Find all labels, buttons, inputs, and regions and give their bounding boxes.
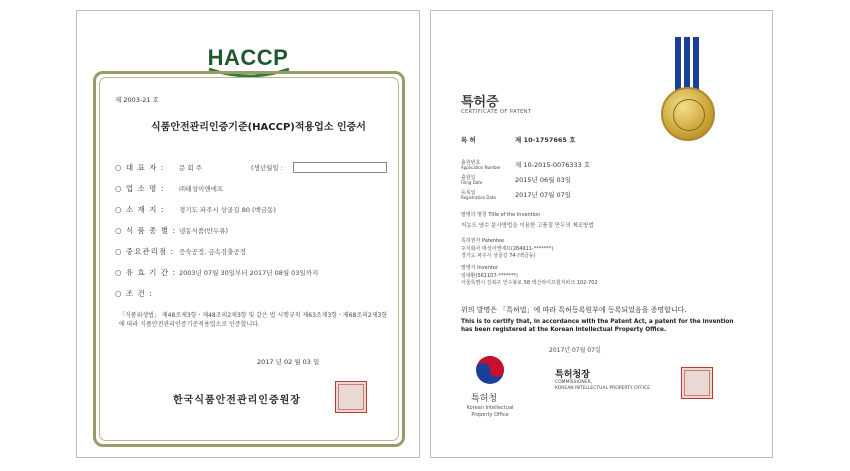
rep-label: ○ 대 표 자 : [115, 163, 165, 172]
office-name-en-2: Property Office [471, 412, 509, 418]
issuer-name: 한국식품안전관리인증원장 [173, 395, 301, 406]
certificate-number: 제 2003-21 호 [115, 96, 159, 104]
invention-title-value: 저농도 염수 분사방법을 이용한 고품질 만두의 제조방법 [461, 223, 594, 229]
patent-title: 특허증 [461, 95, 499, 110]
application-number-value: 제 10-2015-0076333 호 [515, 161, 591, 169]
patent-number: 제 10-1757665 호 [515, 136, 576, 144]
inventor-label: 발명자 Inventor [461, 265, 499, 271]
validity-label: ○ 유 효 기 간 : [115, 268, 176, 277]
filing-date-value: 2015년 06월 03일 [515, 176, 572, 184]
address-value: 경기도 파주시 상골길 80 (백금동) [179, 206, 276, 214]
haccp-certificate [76, 10, 420, 458]
registration-date-value: 2017년 07월 07일 [515, 191, 572, 199]
application-number-label: 출원번호 [461, 160, 481, 166]
birth-label: (생년월일 : [251, 164, 283, 172]
patent-certificate [430, 10, 773, 458]
birthdate-redacted-box [293, 162, 387, 173]
condition-label: ○ 조 건 : [115, 289, 153, 298]
certification-text-kr: 위의 발명은 「특허법」에 따라 특허등록원부에 등록되었음을 증명합니다. [461, 306, 687, 314]
certificate-title: 식품안전관리인증기준(HACCP)적용업소 인증서 [151, 122, 366, 133]
filing-date-sublabel: Filing Date [461, 180, 483, 185]
patent-subtitle: CERTIFICATE OF PATENT [461, 109, 532, 115]
inventor-line: 임대환(561107-*******) [461, 273, 518, 279]
certification-text-en-1: This is to certify that, in accordance with the Patent Act, a patent for the invention [461, 319, 734, 325]
validity-value: 2003년 07월 30일부터 2017년 08월 03일까지 [179, 269, 319, 277]
address-label: ○ 소 재 지 : [115, 205, 165, 214]
office-name-en-1: Korean Intellectual [466, 405, 514, 411]
ccp-label: ○ 중요관리점 : [115, 247, 175, 256]
official-seal [681, 367, 713, 399]
ccp-value: 증숙공정, 금속검출공정 [179, 248, 246, 256]
office-name-kr: 특허청 [471, 394, 498, 404]
food-type-label: ○ 식 품 종 별 : [115, 226, 176, 235]
filing-date-label: 출원일 [461, 175, 476, 181]
commissioner-title-en-1: COMMISSIONER, [555, 380, 593, 385]
invention-title-label: 발명의 명칭 Title of the Invention [461, 212, 541, 218]
commissioner-title-en-2: KOREAN INTELLECTUAL PROPERTY OFFICE [555, 386, 651, 391]
patent-label: 특 허 [461, 136, 476, 144]
inventor-line: 서울특별시 강북구 인수봉로 58 벽산라이프힐지파크 102-702 [461, 280, 598, 286]
gold-medal-seal [661, 87, 715, 141]
commissioner-title-kr: 특허청장 [555, 370, 590, 380]
certification-statement: 「식품위생법」 제48조제3항ㆍ제48조의2제3항 및 같은 법 시행규칙 제63조제3항ㆍ제68조의2제3항에 따라 식품안전관리인증기준적용업소로 인증합니다. [119, 312, 388, 328]
business-name-label: ○ 업 소 명 : [115, 184, 165, 193]
issue-date: 2017 년 02 월 03 일 [257, 358, 320, 366]
food-type-value: 냉동식품(만두류) [179, 227, 229, 235]
official-seal [335, 381, 367, 413]
patentee-line: 경기도 파주시 상골길 74 (백금동) [461, 253, 536, 259]
haccp-logo: HACCP [207, 45, 289, 70]
business-name-value: ㈜태성이앤에프 [179, 185, 224, 193]
kipo-taegeuk-logo-icon [475, 355, 505, 385]
patent-issue-date: 2017년 07월 07일 [549, 347, 601, 354]
patentee-line: 주식회사 태성이앤에프(284911-*******) [461, 246, 554, 252]
certification-text-en-2: has been registered at the Korean Intellectual Property Office. [461, 327, 667, 333]
rep-value: 문 회 주 [179, 164, 202, 172]
patentee-label: 특허권자 Patentee [461, 238, 505, 244]
application-number-sublabel: Application Number [461, 165, 501, 170]
registration-date-sublabel: Registration Date [461, 195, 496, 200]
registration-date-label: 등록일 [461, 190, 476, 196]
